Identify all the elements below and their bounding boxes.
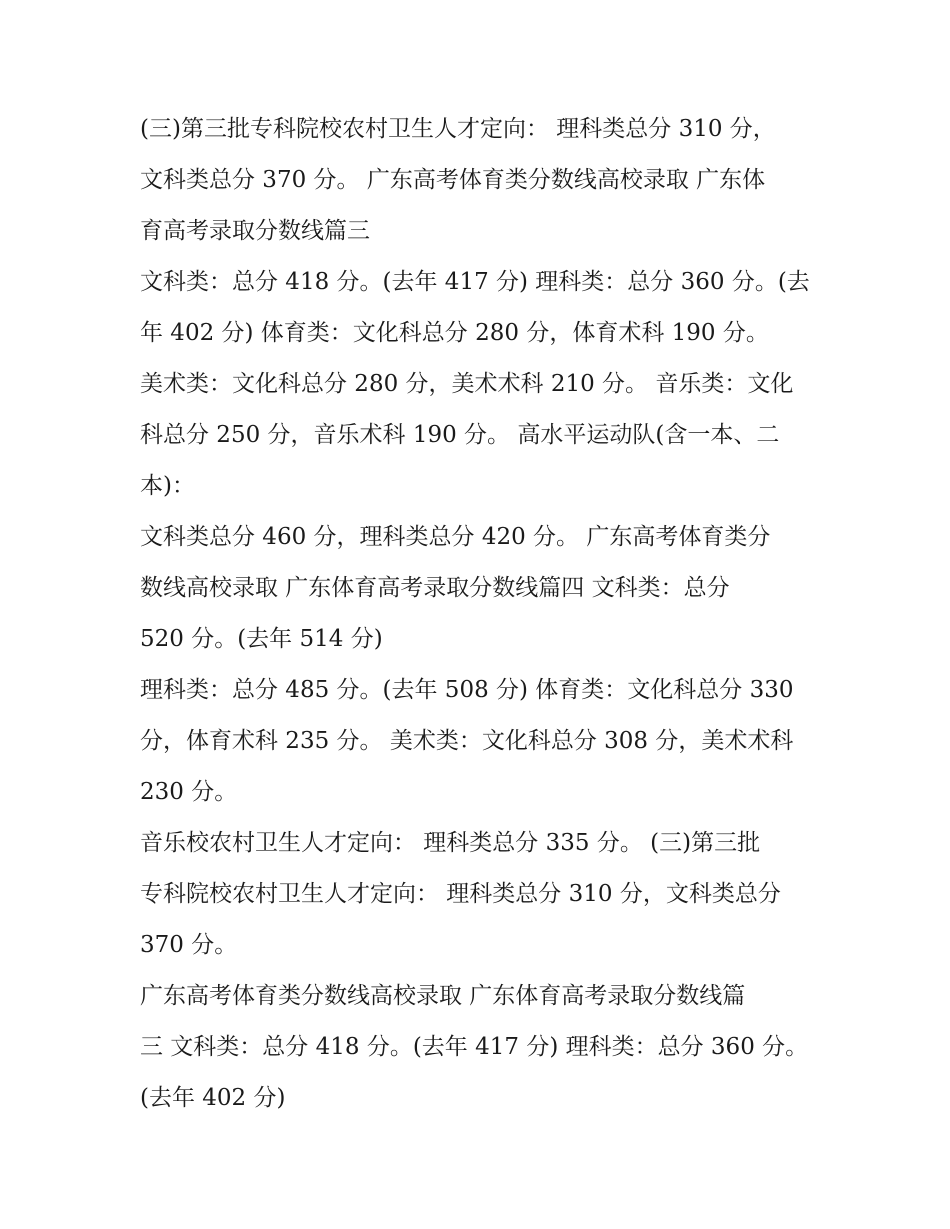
paragraph: (三)第三批专科院校农村卫生人才定向： 理科类总分 310 分， 文科类总分 370 分。 广东高考体育类分数线高校录取 广东体 育高考录取分数线篇三 [140, 116, 776, 244]
document-body [140, 104, 820, 1124]
paragraph: 广东高考体育类分数线高校录取 广东体育高考录取分数线篇 三 文科类：总分 418 分。(去年 417 分) 理科类：总分 360 分。 (去年 402 分) [140, 983, 809, 1111]
paragraph: 音乐校农村卫生人才定向： 理科类总分 335 分。 (三)第三批 专科院校农村卫生人才定向： 理科类总分 310 分，文科类总分 370 分。 [140, 830, 781, 958]
paragraph: 文科类总分 460 分，理科类总分 420 分。 广东高考体育类分 数线高校录取 广东体育高考录取分数线篇四 文科类：总分 520 分。(去年 514 分) [140, 524, 771, 652]
paragraph: 文科类：总分 418 分。(去年 417 分) 理科类：总分 360 分。(去 年 402 分) 体育类：文化科总分 280 分，体育术科 190 分。 [140, 269, 810, 346]
paragraph: 理科类：总分 485 分。(去年 508 分) 体育类：文化科总分 330 分，体育术科 235 分。 美术类：文化科总分 308 分，美术术科 230 分。 [140, 677, 794, 805]
paragraph: 美术类：文化科总分 280 分，美术术科 210 分。 音乐类：文化 科总分 250 分，音乐术科 190 分。 高水平运动队(含一本、二 本)： [140, 371, 794, 499]
